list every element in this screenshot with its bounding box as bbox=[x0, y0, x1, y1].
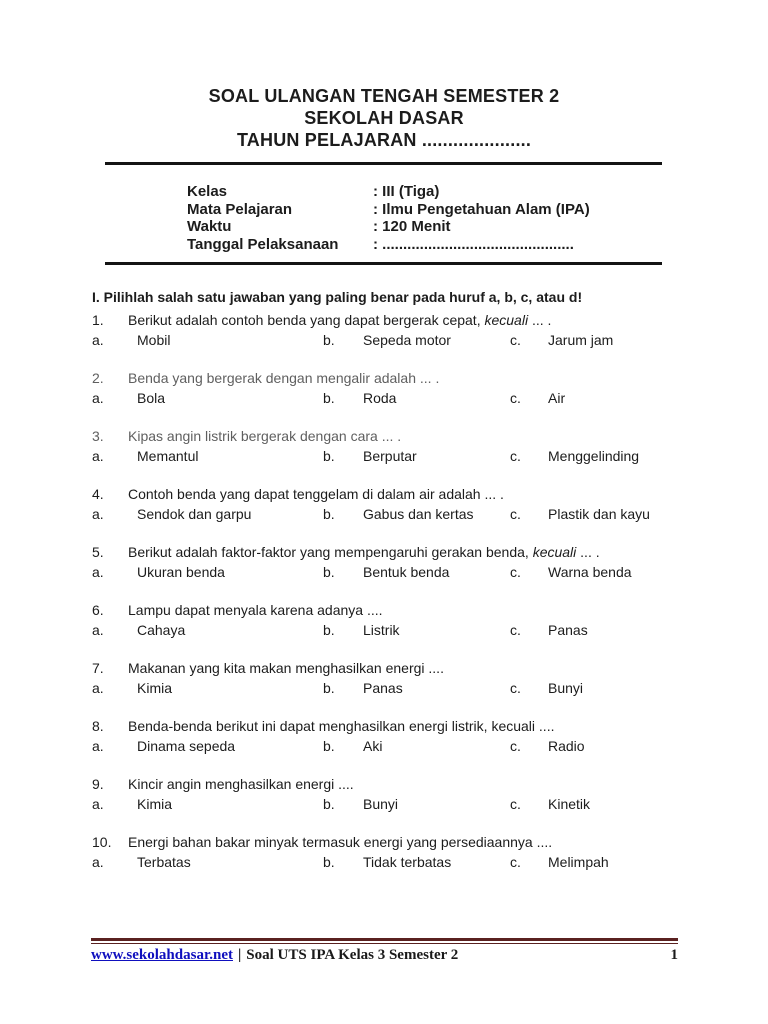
question-number: 10. bbox=[92, 834, 112, 850]
question-text-pre: Contoh benda yang dapat tenggelam di dalam air adalah ... . bbox=[128, 486, 504, 502]
option-c bbox=[510, 446, 692, 466]
option-c-label: Warna benda bbox=[548, 564, 632, 580]
option-a-label: Ukuran benda bbox=[137, 564, 225, 580]
question-text-pre: Makanan yang kita makan menghasilkan energi .... bbox=[128, 660, 444, 676]
option-c bbox=[510, 330, 692, 350]
question-block bbox=[92, 658, 692, 698]
option-b bbox=[323, 504, 510, 524]
question-number: 7. bbox=[92, 660, 104, 676]
option-b-label: Berputar bbox=[363, 448, 417, 464]
question-text bbox=[128, 542, 600, 562]
question-text-pre: Berikut adalah faktor-faktor yang mempengaruhi gerakan benda, bbox=[128, 544, 533, 560]
question-number: 4. bbox=[92, 486, 104, 502]
question-line bbox=[92, 600, 692, 620]
option-b-label: Sepeda motor bbox=[363, 332, 451, 348]
option-c-letter: c. bbox=[510, 390, 521, 406]
footer-separator: | bbox=[237, 947, 242, 963]
footer-row bbox=[91, 947, 678, 964]
info-label-kelas: Kelas bbox=[187, 183, 228, 200]
option-b-label: Aki bbox=[363, 738, 383, 754]
option-a bbox=[92, 330, 323, 350]
option-row bbox=[92, 330, 692, 350]
option-a bbox=[92, 736, 323, 756]
option-a-label: Kimia bbox=[137, 796, 173, 812]
option-a-letter: a. bbox=[92, 622, 104, 638]
question-block bbox=[92, 310, 692, 350]
option-c bbox=[510, 388, 692, 408]
option-a-label: Terbatas bbox=[137, 854, 191, 870]
option-row bbox=[92, 562, 692, 582]
option-c bbox=[510, 678, 692, 698]
option-b-label: Bunyi bbox=[363, 796, 399, 812]
doc-title-line3: TAHUN PELAJARAN ..................... bbox=[236, 130, 532, 150]
option-a bbox=[92, 794, 323, 814]
option-b-label: Tidak terbatas bbox=[363, 854, 452, 870]
option-a-letter: a. bbox=[92, 332, 104, 348]
info-row-mata-pelajaran bbox=[187, 201, 768, 219]
option-row bbox=[92, 388, 692, 408]
question-list bbox=[92, 310, 692, 872]
option-c-letter: c. bbox=[510, 506, 521, 522]
option-b-letter: b. bbox=[323, 506, 335, 522]
option-a-letter: a. bbox=[92, 796, 104, 812]
option-b bbox=[323, 736, 510, 756]
option-a bbox=[92, 620, 323, 640]
option-row bbox=[92, 736, 692, 756]
option-c bbox=[510, 736, 692, 756]
question-text-pre: Kipas angin listrik bergerak dengan cara ... . bbox=[128, 428, 402, 444]
question-text bbox=[128, 774, 354, 794]
question-number: 9. bbox=[92, 776, 104, 792]
question-line bbox=[92, 774, 692, 794]
info-row-waktu bbox=[187, 218, 768, 236]
footer-doc-title: Soal UTS IPA Kelas 3 Semester 2 bbox=[246, 947, 459, 963]
info-value-kelas: : III (Tiga) bbox=[373, 183, 440, 200]
question-line bbox=[92, 310, 692, 330]
option-c-label: Air bbox=[548, 390, 566, 406]
question-number: 5. bbox=[92, 544, 104, 560]
question-text-pre: Benda yang bergerak dengan mengalir adalah ... . bbox=[128, 370, 440, 386]
doc-title bbox=[0, 85, 768, 151]
option-b-letter: b. bbox=[323, 390, 335, 406]
doc-title-line2: SEKOLAH DASAR bbox=[304, 108, 464, 128]
footer-link[interactable]: www.sekolahdasar.net bbox=[91, 947, 233, 963]
option-b bbox=[323, 388, 510, 408]
question-text bbox=[128, 716, 554, 736]
option-c bbox=[510, 504, 692, 524]
footer-divider bbox=[91, 938, 678, 944]
info-row-kelas bbox=[187, 183, 768, 201]
option-row bbox=[92, 794, 692, 814]
option-b bbox=[323, 446, 510, 466]
option-a-letter: a. bbox=[92, 390, 104, 406]
option-a-label: Kimia bbox=[137, 680, 173, 696]
question-text bbox=[128, 658, 444, 678]
option-b bbox=[323, 678, 510, 698]
option-b-letter: b. bbox=[323, 332, 335, 348]
question-block bbox=[92, 368, 692, 408]
option-c-label: Menggelinding bbox=[548, 448, 640, 464]
option-c bbox=[510, 794, 692, 814]
option-c bbox=[510, 620, 692, 640]
question-number: 2. bbox=[92, 370, 104, 386]
section-heading: I. Pilihlah salah satu jawaban yang paling benar pada huruf a, b, c, atau d! bbox=[92, 289, 583, 305]
option-c-label: Kinetik bbox=[548, 796, 591, 812]
option-b bbox=[323, 852, 510, 872]
option-a-label: Memantul bbox=[137, 448, 199, 464]
page-footer bbox=[91, 938, 678, 964]
option-a-letter: a. bbox=[92, 854, 104, 870]
question-block bbox=[92, 484, 692, 524]
question-line bbox=[92, 426, 692, 446]
option-row bbox=[92, 504, 692, 524]
question-block bbox=[92, 832, 692, 872]
question-line bbox=[92, 484, 692, 504]
question-line bbox=[92, 716, 692, 736]
info-value-tanggal: : .............................................. bbox=[373, 235, 574, 253]
option-row bbox=[92, 852, 692, 872]
question-text-post: ... . bbox=[576, 544, 600, 560]
question-text-pre: Berikut adalah contoh benda yang dapat bergerak cepat, bbox=[128, 312, 485, 328]
option-a-letter: a. bbox=[92, 448, 104, 464]
option-b-label: Panas bbox=[363, 680, 403, 696]
option-b-label: Listrik bbox=[363, 622, 400, 638]
option-c-label: Bunyi bbox=[548, 680, 584, 696]
option-b-letter: b. bbox=[323, 564, 335, 580]
option-b-label: Bentuk benda bbox=[363, 564, 450, 580]
question-number: 6. bbox=[92, 602, 104, 618]
question-line bbox=[92, 832, 692, 852]
option-a-label: Dinama sepeda bbox=[137, 738, 236, 754]
question-block bbox=[92, 426, 692, 466]
question-line bbox=[92, 658, 692, 678]
option-a-label: Sendok dan garpu bbox=[137, 506, 252, 522]
page-number: 1 bbox=[670, 947, 678, 963]
info-label-mata-pelajaran: Mata Pelajaran bbox=[187, 200, 293, 218]
question-number: 1. bbox=[92, 312, 104, 328]
option-b-letter: b. bbox=[323, 854, 335, 870]
option-c-label: Jarum jam bbox=[548, 332, 614, 348]
footer-credit bbox=[91, 947, 458, 964]
option-a bbox=[92, 852, 323, 872]
question-text bbox=[128, 832, 552, 852]
option-c-letter: c. bbox=[510, 622, 521, 638]
exam-info bbox=[187, 183, 768, 253]
question-line bbox=[92, 542, 692, 562]
option-a-label: Cahaya bbox=[137, 622, 186, 638]
option-b bbox=[323, 330, 510, 350]
question-text-pre: Benda-benda berikut ini dapat menghasilkan energi listrik, kecuali .... bbox=[128, 718, 555, 734]
option-b-letter: b. bbox=[323, 796, 335, 812]
question-number: 3. bbox=[92, 428, 104, 444]
question-block bbox=[92, 774, 692, 814]
question-block bbox=[92, 542, 692, 582]
option-b-label: Roda bbox=[363, 390, 397, 406]
question-text bbox=[128, 310, 551, 330]
option-b-letter: b. bbox=[323, 680, 335, 696]
option-c-letter: c. bbox=[510, 854, 521, 870]
question-text bbox=[128, 368, 439, 388]
question-block bbox=[92, 600, 692, 640]
question-text bbox=[128, 600, 383, 620]
option-c-label: Radio bbox=[548, 738, 585, 754]
option-row bbox=[92, 678, 692, 698]
option-a-letter: a. bbox=[92, 564, 104, 580]
option-c-letter: c. bbox=[510, 448, 521, 464]
info-label-waktu: Waktu bbox=[187, 218, 232, 235]
doc-title-line1: SOAL ULANGAN TENGAH SEMESTER 2 bbox=[208, 86, 560, 106]
info-row-tanggal bbox=[187, 236, 768, 254]
option-a bbox=[92, 562, 323, 582]
question-number: 8. bbox=[92, 718, 104, 734]
option-b bbox=[323, 562, 510, 582]
option-c-letter: c. bbox=[510, 680, 521, 696]
option-row bbox=[92, 446, 692, 466]
option-b-letter: b. bbox=[323, 448, 335, 464]
option-b bbox=[323, 794, 510, 814]
question-text-post: ... . bbox=[528, 312, 552, 328]
question-text-italic: kecuali bbox=[532, 544, 577, 560]
option-a bbox=[92, 678, 323, 698]
option-a bbox=[92, 388, 323, 408]
info-value-waktu: : 120 Menit bbox=[373, 218, 451, 235]
question-text-pre: Energi bahan bakar minyak termasuk energi yang persediaannya .... bbox=[128, 834, 553, 850]
header-divider-top bbox=[105, 162, 662, 165]
option-a-letter: a. bbox=[92, 738, 104, 754]
option-a bbox=[92, 446, 323, 466]
option-c bbox=[510, 852, 692, 872]
option-b-letter: b. bbox=[323, 622, 335, 638]
question-text-pre: Kincir angin menghasilkan energi .... bbox=[128, 776, 354, 792]
option-c-label: Panas bbox=[548, 622, 588, 638]
option-a-letter: a. bbox=[92, 506, 104, 522]
option-c bbox=[510, 562, 692, 582]
question-block bbox=[92, 716, 692, 756]
question-text-pre: Lampu dapat menyala karena adanya .... bbox=[128, 602, 383, 618]
option-a-letter: a. bbox=[92, 680, 104, 696]
option-c-letter: c. bbox=[510, 564, 521, 580]
option-a-label: Mobil bbox=[137, 332, 171, 348]
option-c-label: Melimpah bbox=[548, 854, 609, 870]
option-b-letter: b. bbox=[323, 738, 335, 754]
info-label-tanggal: Tanggal Pelaksanaan bbox=[187, 235, 339, 253]
option-c-letter: c. bbox=[510, 738, 521, 754]
question-text-italic: kecuali bbox=[484, 312, 529, 328]
info-value-mata-pelajaran: : Ilmu Pengetahuan Alam (IPA) bbox=[373, 200, 590, 218]
question-text bbox=[128, 426, 401, 446]
option-c-letter: c. bbox=[510, 796, 521, 812]
question-line bbox=[92, 368, 692, 388]
option-c-letter: c. bbox=[510, 332, 521, 348]
option-a bbox=[92, 504, 323, 524]
option-b-label: Gabus dan kertas bbox=[363, 506, 474, 522]
option-a-label: Bola bbox=[137, 390, 166, 406]
header-divider-bottom bbox=[105, 262, 662, 265]
option-c-label: Plastik dan kayu bbox=[548, 506, 650, 522]
option-row bbox=[92, 620, 692, 640]
option-b bbox=[323, 620, 510, 640]
question-text bbox=[128, 484, 504, 504]
